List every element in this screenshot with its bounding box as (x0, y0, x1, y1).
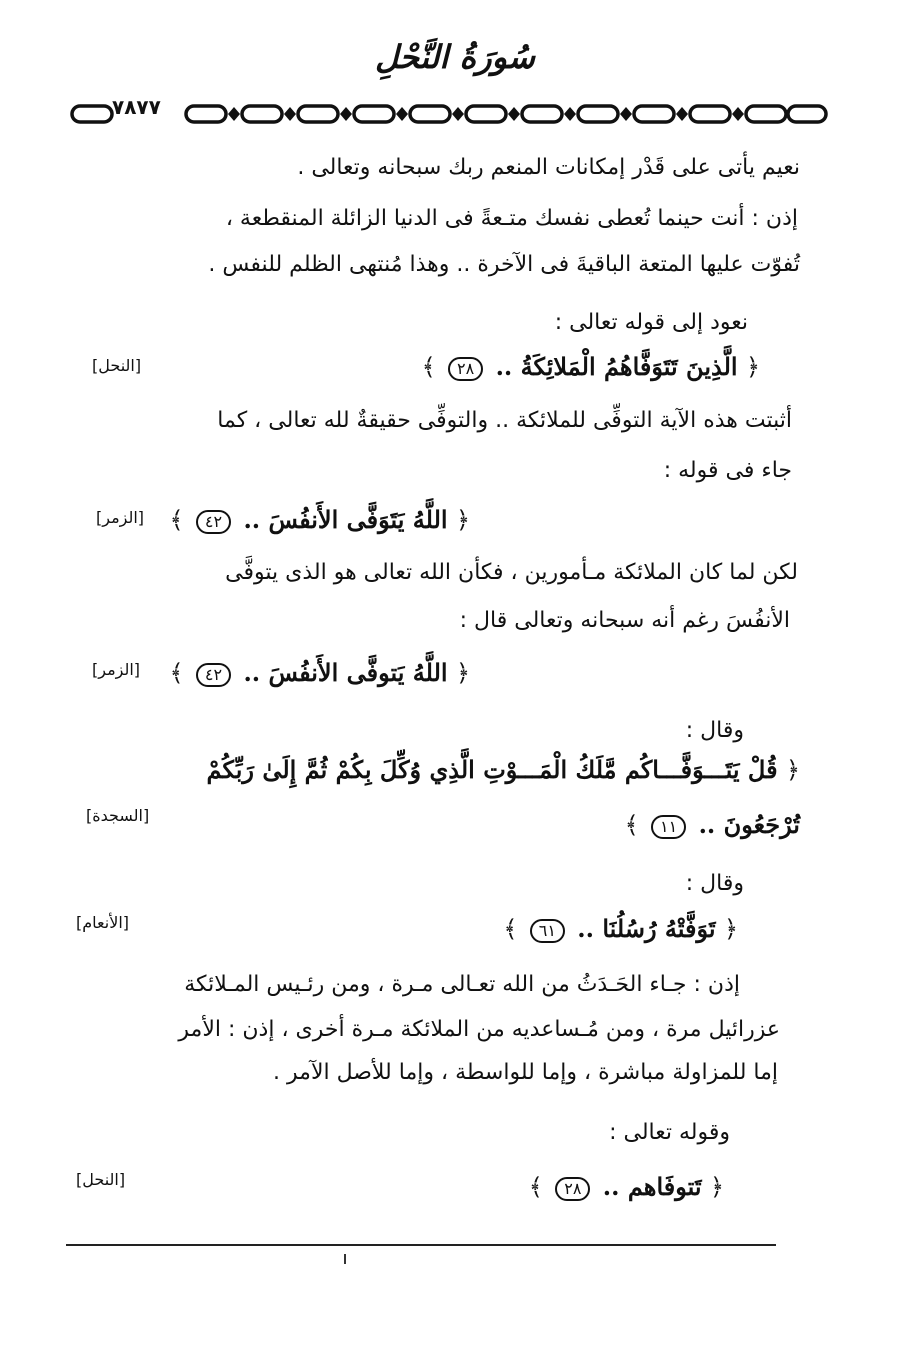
body-line: نعود إلى قوله تعالى : (554, 310, 748, 335)
verse-bracket-close: ﴾ (528, 1173, 543, 1201)
body-line: وقوله تعالى : (609, 1120, 730, 1145)
body-line: إما للمزاولة مباشرة ، وإما للواسطة ، وإما للأصل الآمر . (273, 1060, 778, 1085)
page-number: ٧٨٧٧ (112, 95, 161, 119)
verse-number: ٦١ (530, 919, 565, 943)
body-line: نعيم يأتى على قَدْر إمكانات المنعم ربك سبحانه وتعالى . (297, 155, 800, 180)
quran-verse (422, 352, 760, 381)
verse-text: اللَّهُ يَتوفَّى الأَنفُسَ .. (243, 658, 448, 687)
body-line: إذن : جـاء الحَـدَثُ من الله تعـالى مـرة ، ومن رئـيس المـلائكة (184, 972, 740, 997)
verse-bracket-close: ﴾ (624, 811, 639, 839)
surah-reference: [الأنعام] (76, 913, 130, 932)
verse-number: ٤٢ (196, 663, 231, 687)
verse-bracket-open: ﴿ (745, 353, 760, 381)
verse-bracket-open: ﴿ (723, 915, 738, 943)
body-line: إذن : أنت حينما تُعطى نفسك متـعةً فى الدنيا الزائلة المنقطعة ، (225, 206, 798, 231)
verse-bracket-close: ﴾ (421, 353, 436, 381)
quran-verse (169, 505, 470, 534)
verse-number: ٢٨ (555, 1177, 590, 1201)
verse-number: ٤٢ (196, 510, 231, 534)
quran-verse (169, 658, 470, 687)
quran-verse-continued (625, 810, 800, 839)
footer-rule (66, 1244, 776, 1246)
verse-bracket-open: ﴿ (455, 659, 470, 687)
verse-bracket-open: ﴿ (455, 506, 470, 534)
quran-verse (529, 1172, 724, 1201)
footer-mark (344, 1254, 346, 1264)
surah-reference: [الزمر] (96, 508, 145, 527)
verse-text: اللَّهُ يَتَوَفَّى الأَنفُسَ .. (243, 505, 448, 534)
verse-text: تَوَفَّتْهُ رُسُلُنَا .. (577, 914, 716, 943)
surah-reference: [الزمر] (92, 660, 141, 679)
body-line: وقال : (685, 871, 744, 896)
surah-reference: [السجدة] (86, 806, 150, 825)
body-line: وقال : (685, 718, 744, 743)
body-line: أثبتت هذه الآية التوفِّى للملائكة .. والتوفِّى حقيقةٌ لله تعالى ، كما (217, 408, 792, 433)
verse-text: تَتوفَاهم .. (602, 1172, 702, 1201)
body-line: جاء فى قوله : (663, 458, 792, 483)
ornamental-chain-border (68, 97, 830, 131)
verse-number: ١١ (651, 815, 686, 839)
verse-bracket-open: ﴿ (785, 756, 800, 784)
verse-text: قُلْ يَتَـــوَفَّـــاكُم مَّلَكُ الْمَـــوْتِ الَّذِي وُكِّلَ بِكُمْ ثُمَّ إِلَىٰ رَبِّكُمْ (206, 755, 778, 784)
verse-bracket-close: ﴾ (169, 659, 184, 687)
body-line: الأنفُسَ رغم أنه سبحانه وتعالى قال : (459, 608, 790, 633)
verse-bracket-open: ﴿ (709, 1173, 724, 1201)
quran-verse (503, 914, 738, 943)
body-line: لكن لما كان الملائكة مـأمورين ، فكأن الله تعالى هو الذى يتوفَّى (225, 560, 798, 585)
quran-verse (206, 755, 800, 784)
body-line: عزرائيل مرة ، ومن مُـساعديه من الملائكة مـرة أخرى ، إذن : الأمر (178, 1017, 780, 1042)
surah-reference: [النحل] (92, 356, 142, 375)
verse-bracket-close: ﴾ (503, 915, 518, 943)
surah-reference: [النحل] (76, 1170, 126, 1189)
verse-text: تُرْجَعُونَ .. (698, 810, 800, 839)
verse-text: الَّذِينَ تَتَوَفَّاهُمُ الْمَلائِكَةُ .. (495, 352, 738, 381)
verse-bracket-close: ﴾ (169, 506, 184, 534)
verse-number: ٢٨ (448, 357, 483, 381)
surah-title: سُورَةُ النَّحْلِ (375, 38, 535, 76)
body-line: تُفوّت عليها المتعة الباقيةَ فى الآخرة .. وهذا مُنتهى الظلم للنفس . (208, 252, 800, 277)
